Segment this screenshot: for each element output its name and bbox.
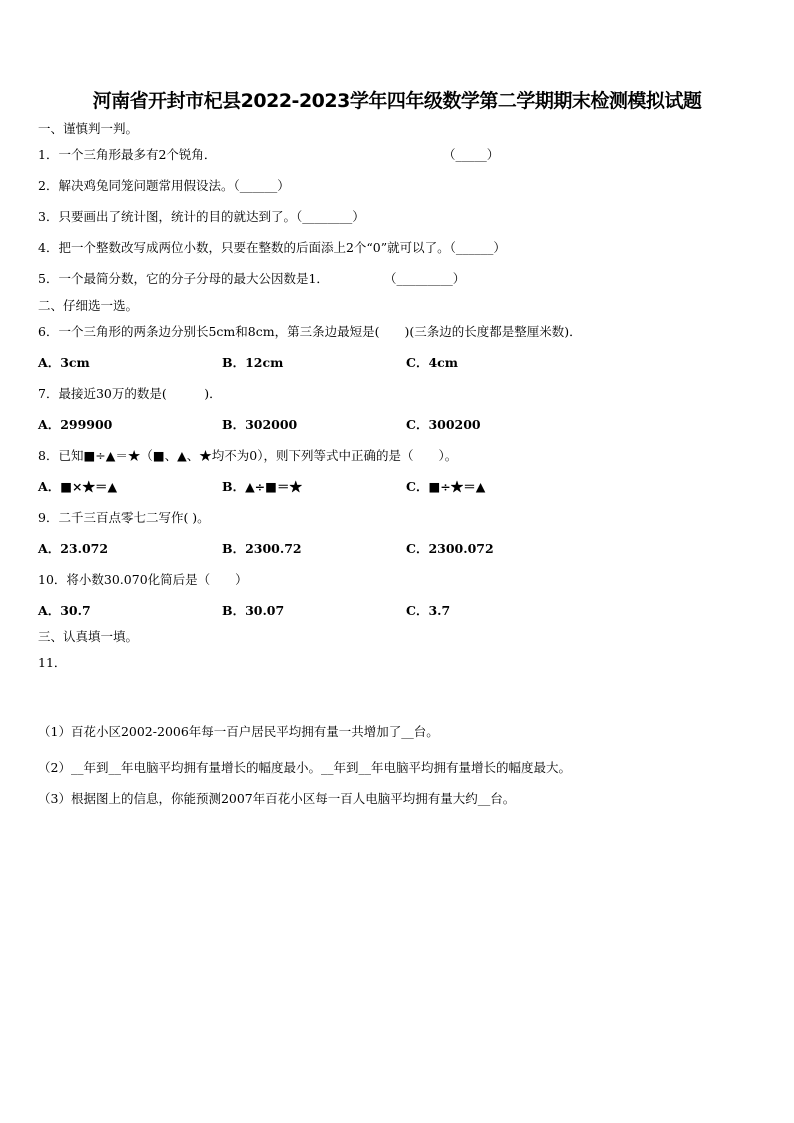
subquestion-3: （3）根据图上的信息，你能预测2007年百花小区每一百人电脑平均拥有量大约__台。 — [38, 791, 516, 806]
question-1-blank: （_____） — [443, 147, 500, 162]
question-7: 7．最接近30万的数是( )． — [38, 386, 222, 401]
section-heading-fill: 三、认真填一填。 — [38, 629, 139, 644]
question-10-option-b: B．30.07 — [222, 603, 285, 618]
question-9-option-b: B．2300.72 — [222, 541, 302, 556]
question-8-option-b: B．▲÷■＝★ — [222, 479, 302, 494]
page-title: 河南省开封市杞县2022-2023学年四年级数学第二学期期末检测模拟试题 — [92, 90, 702, 112]
question-8-option-a: A．■×★＝▲ — [38, 479, 118, 494]
question-10-option-a: A．30.7 — [38, 603, 91, 618]
subquestion-2: （2）__年到__年电脑平均拥有量增长的幅度最小。__年到__年电脑平均拥有量增长的幅度最大。 — [38, 760, 571, 775]
question-6-option-c: C．4cm — [406, 355, 458, 370]
question-3: 3．只要画出了统计图，统计的目的就达到了。（________） — [38, 209, 365, 224]
question-6: 6．一个三角形的两条边分别长5cm和8cm，第三条边最短是( )(三条边的长度都是整厘米数)． — [38, 324, 582, 339]
question-7-option-c: C．300200 — [406, 417, 481, 432]
question-5: 5．一个最简分数，它的分子分母的最大公因数是1． — [38, 271, 329, 286]
subquestion-1: （1）百花小区2002-2006年每一百户居民平均拥有量一共增加了__台。 — [38, 724, 439, 739]
question-7-option-a: A．299900 — [38, 417, 113, 432]
question-9: 9．二千三百点零七二写作( )。 — [38, 510, 210, 525]
question-7-option-b: B．302000 — [222, 417, 298, 432]
question-5-blank: （_________） — [384, 271, 466, 286]
section-heading-judge: 一、谨慎判一判。 — [38, 121, 139, 136]
question-11: 11． — [38, 655, 67, 670]
question-9-option-c: C．2300.072 — [406, 541, 494, 556]
question-9-option-a: A．23.072 — [38, 541, 109, 556]
question-10: 10．将小数30.070化简后是（ ） — [38, 572, 248, 587]
question-8: 8．已知■÷▲＝★（■、▲、★均不为0），则下列等式中正确的是（ ）。 — [38, 448, 458, 463]
question-6-option-b: B．12cm — [222, 355, 284, 370]
question-1: 1．一个三角形最多有2个锐角． — [38, 147, 217, 162]
question-10-option-c: C．3.7 — [406, 603, 451, 618]
question-6-option-a: A．3cm — [38, 355, 90, 370]
question-2: 2．解决鸡兔同笼问题常用假设法。（______） — [38, 178, 290, 193]
question-4: 4．把一个整数改写成两位小数，只要在整数的后面添上2个“0”就可以了。（______） — [38, 240, 506, 255]
question-8-option-c: C．■÷★＝▲ — [406, 479, 486, 494]
section-heading-choose: 二、仔细选一选。 — [38, 298, 139, 313]
